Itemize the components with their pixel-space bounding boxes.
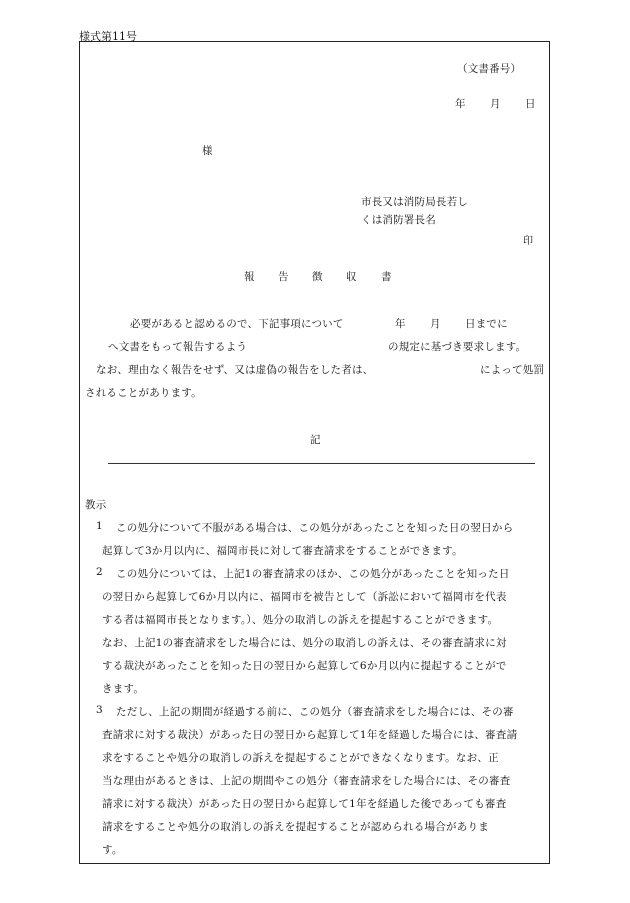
body-line3-text: なお、理由なく報告をせず、又は虚偽の報告をした者は、 [96,364,374,376]
body-line2-basis: の規定に基づき要求します。 [388,341,527,353]
notice-3-line: ただし、上記の期間が経過する前に、この処分（審査請求をした場合には、その審 [116,706,514,718]
notice-2-number: 2 [96,566,103,578]
notice-2-line: する裁決があったことを知った日の翌日から起算して6か月以内に提起することがで [102,660,507,672]
notice-heading: 教示 [85,499,107,511]
body-line1-text: 必要があると認めるので、下記事項について [130,318,344,330]
date-year-label: 年 [455,98,466,110]
notice-2-line: この処分については、上記1の審査請求のほか、この処分があったことを知った日 [116,568,510,580]
sender-title-line1: 市長又は消防局長若し [361,196,468,208]
title-char-1: 報 [244,271,255,283]
ki-heading: 記 [310,434,321,446]
report-request-form [79,41,550,864]
seal-mark: 印 [523,236,534,247]
body-line2-text: へ文書をもって報告するよう [108,341,248,353]
notice-3-number: 3 [96,704,103,716]
document-number-label: （文書番号） [457,63,522,75]
date-day-label: 日 [525,98,536,110]
notice-1-number: 1 [96,520,103,532]
title-char-2: 告 [278,271,289,283]
title-char-5: 書 [381,271,392,283]
form-number: 様式第11号 [79,30,137,43]
sender-title-line2: くは消防署長名 [361,214,436,226]
notice-3-line: す。 [102,844,123,856]
body-line1-deadline: 日までに [465,318,508,330]
item-divider [108,463,535,464]
notice-3-line: 請求に対する裁決）があった日の翌日から起算して1年を経過した後であっても審査 [102,798,507,810]
notice-2-line: の翌日から起算して6か月以内に、福岡市を被告として（訴訟において福岡市を代表 [102,591,507,603]
body-line4-text: されることがあります。 [85,387,202,399]
notice-2-line: なお、上記1の審査請求をした場合には、処分の取消しの訴えは、その審査請求に対 [102,637,507,649]
body-line1-year: 年 [395,318,406,330]
date-month-label: 月 [490,98,501,110]
title-char-3: 徴 [312,271,323,283]
notice-1-line: 起算して3か月以内に、福岡市長に対して審査請求をすることができます。 [102,545,463,557]
notice-1-line: この処分について不服がある場合は、この処分があったことを知った日の翌日から [116,522,514,534]
notice-2-line: きます。 [102,683,145,695]
notice-2-line: する者は福岡市長となります。）、処分の取消しの訴えを提起することができます。 [102,614,499,626]
title-char-4: 収 [346,271,357,283]
addressee-suffix: 様 [202,145,213,157]
body-line1-month: 月 [430,318,441,330]
notice-3-line: 当な理由があるときは、上記の期間やこの処分（審査請求をした場合には、その審査 [102,775,511,787]
notice-3-line: 請求をすることや処分の取消しの訴えを提起することが認められる場合がありま [102,821,489,833]
notice-3-line: 求をすることや処分の取消しの訴えを提起することができなくなります。なお、正 [102,752,499,764]
notice-3-line: 査請求に対する裁決）があった日の翌日から起算して1年を経過した場合には、審査請 [102,729,518,741]
body-line3-penalty: によって処罰 [480,364,545,376]
